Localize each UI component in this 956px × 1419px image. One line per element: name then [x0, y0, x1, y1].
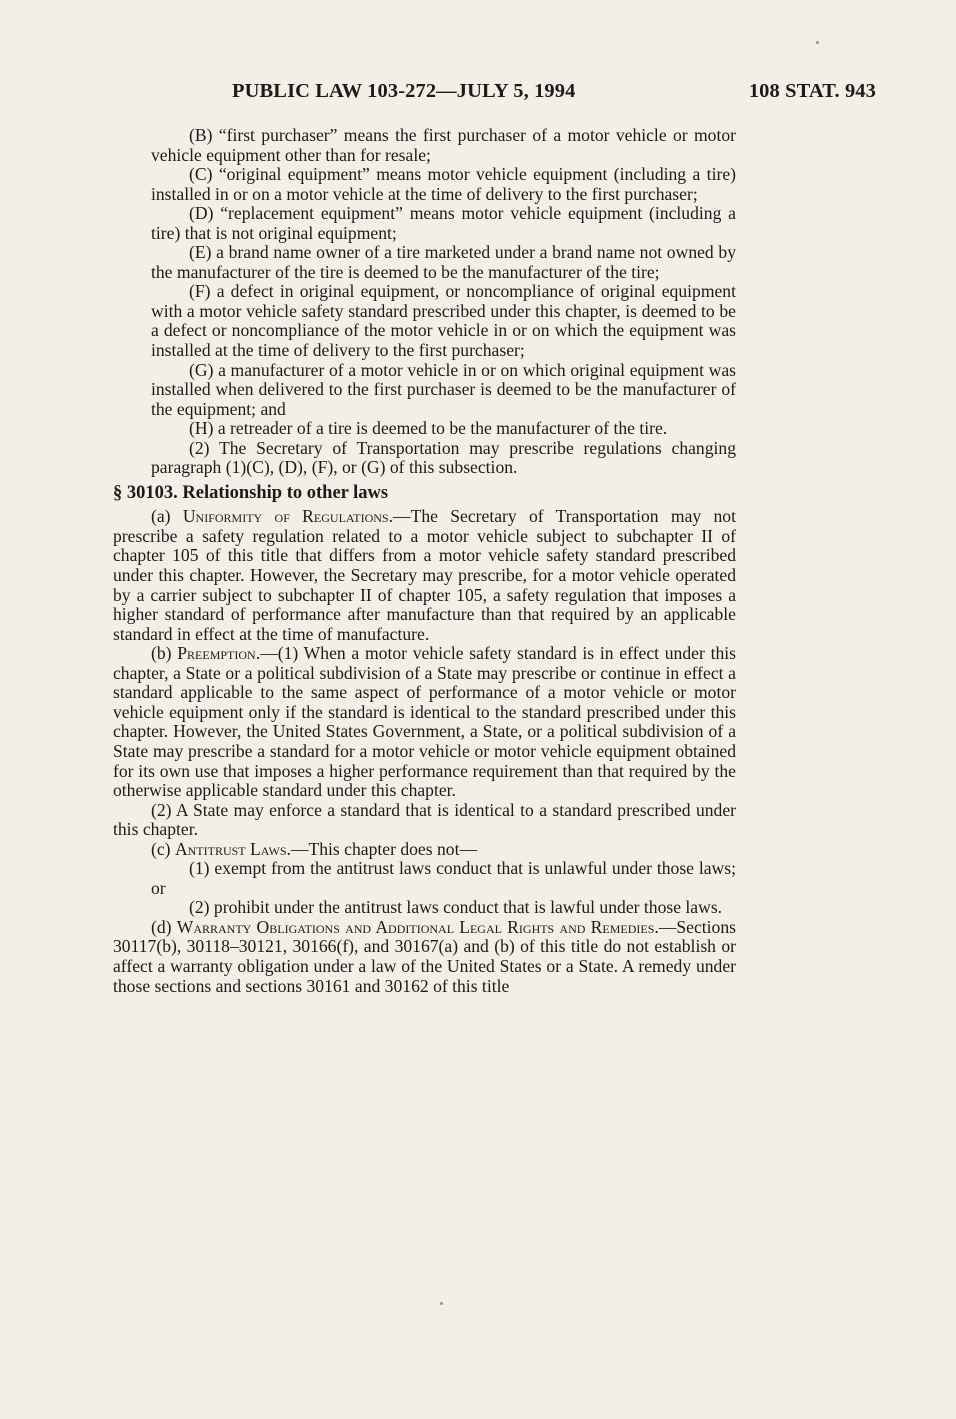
subsection-c-caption: Antitrust Laws. [174, 838, 291, 859]
definition-d: (D) “replacement equipment” means motor vehicle equipment (including a tire) that is not original equipment; [151, 203, 736, 243]
subsection-c-text: —This chapter does not— [290, 838, 478, 859]
scan-speck [816, 41, 819, 44]
scan-speck [440, 1302, 443, 1305]
subsection-c-item-2: (2) prohibit under the antitrust laws conduct that is lawful under those laws. [189, 897, 723, 918]
section-heading: § 30103. Relationship to other laws [113, 482, 389, 503]
body-text [113, 126, 736, 996]
subsection-b-paragraph-2: (2) A State may enforce a standard that is identical to a standard prescribed under this chapter. [113, 799, 736, 840]
subsection-b [113, 644, 736, 800]
subsection-d [113, 918, 736, 996]
paragraph-2: (2) The Secretary of Transportation may prescribe regulations changing paragraph (1)(C), (D), (F), or (G) of this subsection. [151, 437, 736, 478]
subsection-b-caption: Preemption. [177, 643, 261, 664]
subsection-b-label: (b) [151, 643, 178, 664]
definition-h: (H) a retreader of a tire is deemed to be the manufacturer of the tire. [189, 418, 668, 439]
subsection-d-caption: Warranty Obligations and Additional Legal Rights and Remedies. [176, 916, 659, 937]
definition-c: (C) “original equipment” means motor vehicle equipment (including a tire) installed in or on a motor vehicle at the time of delivery to the first purchaser; [151, 164, 736, 204]
subsection-c-item-1: (1) exempt from the antitrust laws conduct that is unlawful under those laws; or [151, 858, 736, 898]
subsection-b-text: —(1) When a motor vehicle safety standard is in effect under this chapter, a State or a political subdivision of a State may prescribe or continue in effect a standard applicable to the same aspect of performance of a motor vehicle or motor vehicle equipment only if the standard is identical to the standard prescribed under this chapter. However, the United States Government, a State, or a political subdivision of a State may prescribe a standard for a motor vehicle or motor vehicle equipment obtained for its own use that imposes a higher performance requirement than that required by the otherwise applicable standard under this chapter. [113, 643, 736, 801]
subsection-d-label: (d) [151, 916, 177, 937]
running-header [113, 80, 876, 110]
subsection-a-label: (a) [151, 506, 183, 527]
subsection-c [113, 840, 736, 860]
subsection-a-text: —The Secretary of Transportation may not prescribe a safety regulation related to a motor vehicle subject to subchapter II of chapter 105 of this title that differs from a motor vehicle safety standard prescribed under this chapter. However, the Secretary may prescribe, for a motor vehicle operated by a carrier subject to subchapter II of chapter 105, a safety regulation that imposes a higher standard of performance after manufacture than that required by an applicable standard in effect at the time of manufacture. [113, 506, 736, 644]
subsection-c-label: (c) [151, 838, 175, 859]
subsection-d-text: —Sections 30117(b), 30118–30121, 30166(f), and 30167(a) and (b) of this title do not establish or affect a warranty obligation under a law of the United States or a State. A remedy under those sections and sections 30161 and 30162 of this title [113, 916, 736, 996]
definition-f: (F) a defect in original equipment, or noncompliance of original equipment with a motor vehicle safety standard prescribed under this chapter, is deemed to be a defect or noncompliance of the motor vehicle in or on which the equipment was installed at the time of delivery to the first purchaser; [151, 281, 736, 361]
subsection-a-caption: Uniformity of Regulations. [182, 506, 393, 527]
definition-g: (G) a manufacturer of a motor vehicle in or on which original equipment was installed when delivered to the first purchaser is deemed to be the manufacturer of the equipment; and [151, 359, 736, 419]
definition-e: (E) a brand name owner of a tire marketed under a brand name not owned by the manufacturer of the tire is deemed to be the manufacturer of the tire; [151, 242, 736, 282]
subsection-a [113, 507, 736, 644]
definition-b: (B) “first purchaser” means the first purchaser of a motor vehicle or motor vehicle equipment other than for resale; [151, 125, 736, 165]
header-title: PUBLIC LAW 103-272—JULY 5, 1994 [232, 80, 576, 102]
header-page-ref: 108 STAT. 943 [748, 80, 876, 102]
